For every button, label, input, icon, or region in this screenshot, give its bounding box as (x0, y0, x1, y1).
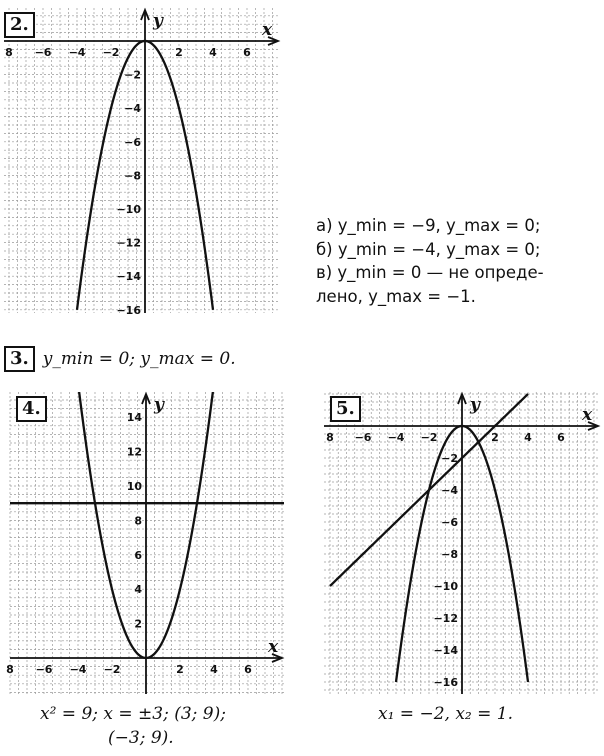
x-tick-label: −6 (354, 431, 372, 444)
y-tick-label: −10 (433, 580, 458, 593)
x-tick-label: −4 (387, 431, 405, 444)
task-4-caption-line-1: x² = 9; x = ±3; (3; 9); (40, 704, 226, 724)
x-tick-label: −2 (420, 431, 438, 444)
x-tick-label: −6 (34, 46, 52, 59)
answer-b: б) y_min = −4, y_max = 0; (316, 239, 541, 259)
task-5-panel (324, 392, 600, 694)
x-tick-label: 8 (6, 663, 14, 676)
x-axis-label: x (582, 405, 593, 425)
task-4-number: 4. (16, 396, 47, 422)
x-tick-label: −6 (35, 663, 53, 676)
x-tick-label: 6 (244, 663, 252, 676)
y-axis-label: y (153, 11, 163, 31)
x-tick-label: 2 (176, 663, 184, 676)
y-tick-label: 2 (134, 617, 142, 631)
x-tick-label: −2 (103, 663, 121, 676)
task-2-number: 2. (4, 12, 35, 38)
y-tick-label: 10 (126, 480, 142, 493)
y-tick-label: −8 (441, 548, 458, 561)
x-tick-label: 6 (557, 431, 565, 444)
task-5-caption: x₁ = −2, x₂ = 1. (378, 704, 513, 724)
task-4-panel (6, 392, 284, 694)
x-tick-label: −2 (102, 46, 120, 59)
y-tick-label: 12 (126, 445, 142, 459)
x-axis-label: x (262, 20, 273, 40)
y-tick-label: −14 (116, 270, 141, 284)
task-2-answers (316, 214, 596, 308)
x-tick-label: 4 (210, 663, 218, 676)
task-2-panel (4, 8, 280, 317)
x-tick-label: 2 (175, 46, 183, 59)
x-tick-label: 2 (491, 431, 499, 444)
x-tick-label: 6 (243, 46, 251, 59)
x-tick-label: 8 (5, 46, 13, 59)
x-tick-label: 8 (326, 431, 334, 444)
task-3-number: 3. (4, 346, 35, 372)
y-tick-label: −16 (433, 676, 458, 689)
task-3-answer: y_min = 0; y_max = 0. (42, 349, 236, 369)
x-tick-label: −4 (69, 663, 87, 676)
x-tick-label: 4 (524, 431, 532, 444)
task-3 (4, 346, 236, 372)
y-tick-label: 14 (126, 411, 142, 425)
y-tick-label: −6 (124, 135, 141, 149)
task-4-caption-line-2: (−3; 9). (108, 728, 174, 748)
y-tick-label: −2 (124, 68, 141, 82)
y-tick-label: −2 (441, 452, 458, 465)
y-tick-label: −16 (116, 303, 141, 317)
x-tick-label: −4 (68, 46, 86, 59)
task-5-number: 5. (330, 396, 361, 422)
task-2-graph (4, 8, 280, 317)
y-tick-label: −4 (124, 102, 141, 116)
answer-a: а) y_min = −9, y_max = 0; (316, 216, 541, 235)
y-tick-label: −12 (433, 612, 458, 625)
grid (10, 392, 284, 694)
task-4-graph (6, 392, 284, 694)
answer-c: в) y_min = 0 — не опреде- (316, 263, 544, 282)
x-tick-label: 4 (209, 46, 217, 59)
y-tick-label: −6 (441, 516, 458, 529)
y-tick-label: 8 (134, 514, 142, 528)
y-tick-label: −10 (116, 203, 141, 216)
y-axis-label: y (154, 395, 164, 415)
y-tick-label: 4 (134, 583, 142, 597)
task-5-graph (324, 392, 600, 694)
y-tick-label: 6 (134, 548, 142, 562)
answer-c-continued: лено, y_max = −1. (316, 286, 476, 306)
y-tick-label: −12 (116, 236, 141, 250)
y-tick-label: −14 (433, 644, 458, 657)
x-axis-label: x (268, 637, 279, 657)
y-tick-label: −8 (124, 169, 141, 183)
y-axis-label: y (470, 395, 480, 415)
y-tick-label: −4 (441, 484, 458, 497)
